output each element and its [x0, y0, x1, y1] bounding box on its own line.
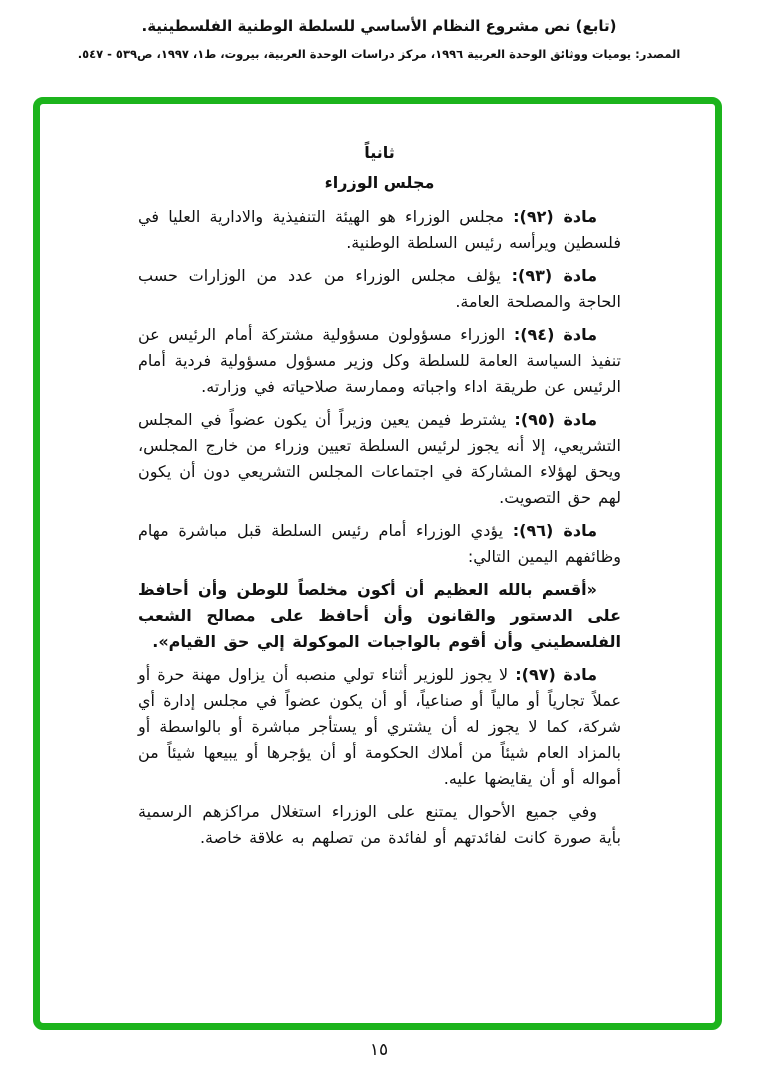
article-92-label: مادة (٩٢): [513, 207, 598, 226]
article-95-label: مادة (٩٥): [514, 410, 598, 429]
article-94-label: مادة (٩٤): [513, 325, 597, 344]
document-title: (تابع) نص مشروع النظام الأساسي للسلطة الوطنية الفلسطينية. [141, 17, 617, 35]
article-94-text: الوزراء مسؤولون مسؤولية مشتركة أمام الرئيس عن تنفيذ السياسة العامة للسلطة وكل وزير مسؤول مسؤولية فردية أمام الرئيس عن طريقة اداء واجباته وممارسة صلاحياته في وزارته. [138, 325, 621, 396]
section-title: ثانياً [364, 143, 395, 162]
article-97-label: مادة (٩٧): [515, 665, 597, 684]
article-97 [138, 662, 621, 792]
article-92-text: مجلس الوزراء هو الهيئة التنفيذية والادارية العليا في فلسطين ويرأسه رئيس السلطة الوطنية. [138, 207, 621, 252]
oath-paragraph: «أقسم بالله العظيم أن أكون مخلصاً للوطن وأن أحافظ على الدستور والقانون وأن أحافظ على مصالح الشعب الفلسطيني وأن أقوم بالواجبات الموكولة إلي حق القيام». [138, 580, 621, 651]
source-line: المصدر: يوميات ووثائق الوحدة العربية ١٩٩٦، مركز دراسات الوحدة العربية، بيروت، ط١، ١٩٩٧، ص٥٣٩ - ٥٤٧. [77, 47, 681, 61]
page-header [0, 0, 758, 62]
article-96-label: مادة (٩٦): [512, 521, 598, 540]
page-number: ١٥ [369, 1040, 389, 1060]
document-frame [33, 97, 722, 1030]
article-95 [138, 407, 621, 511]
article-92 [138, 204, 621, 256]
article-94 [138, 322, 621, 400]
section-subtitle: مجلس الوزراء [324, 173, 435, 192]
closing-paragraph: وفي جميع الأحوال يمتنع على الوزراء استغلال مراكزهم الرسمية بأية صورة كانت لفائدتهم أو لفائدة من تصلهم به علاقة خاصة. [138, 802, 621, 847]
article-96 [138, 518, 621, 570]
document-content [40, 104, 715, 851]
article-95-text: يشترط فيمن يعين وزيراً أن يكون عضواً في المجلس التشريعي، إلا أنه يجوز لرئيس السلطة تعيين وزراء من خارج المجلس، ويحق لهؤلاء المشاركة في اجتماعات المجلس التشريعي دون أن يكون لهم حق التصويت. [138, 410, 621, 507]
article-96-text: يؤدي الوزراء أمام رئيس السلطة قبل مباشرة مهام وظائفهم اليمين التالي: [138, 521, 621, 566]
article-93 [138, 263, 621, 315]
article-93-label: مادة (٩٣): [511, 266, 598, 285]
article-93-text: يؤلف مجلس الوزراء من عدد من الوزارات حسب الحاجة والمصلحة العامة. [138, 266, 621, 311]
article-97-text: لا يجوز للوزير أثناء تولي منصبه أن يزاول مهنة حرة أو عملاً تجارياً أو مالياً أو صناعياً، أو أن يكون عضواً في مجلس إدارة أي شركة، كما لا يجوز له أن يشتري أو يستأجر مباشرة أو بالواسطة أو بالمزاد العام شيئاً من أملاك الحكومة أو أن يؤجرها أو يبيعها شيئاً من أمواله أو أن يقايضها عليه. [138, 665, 621, 788]
